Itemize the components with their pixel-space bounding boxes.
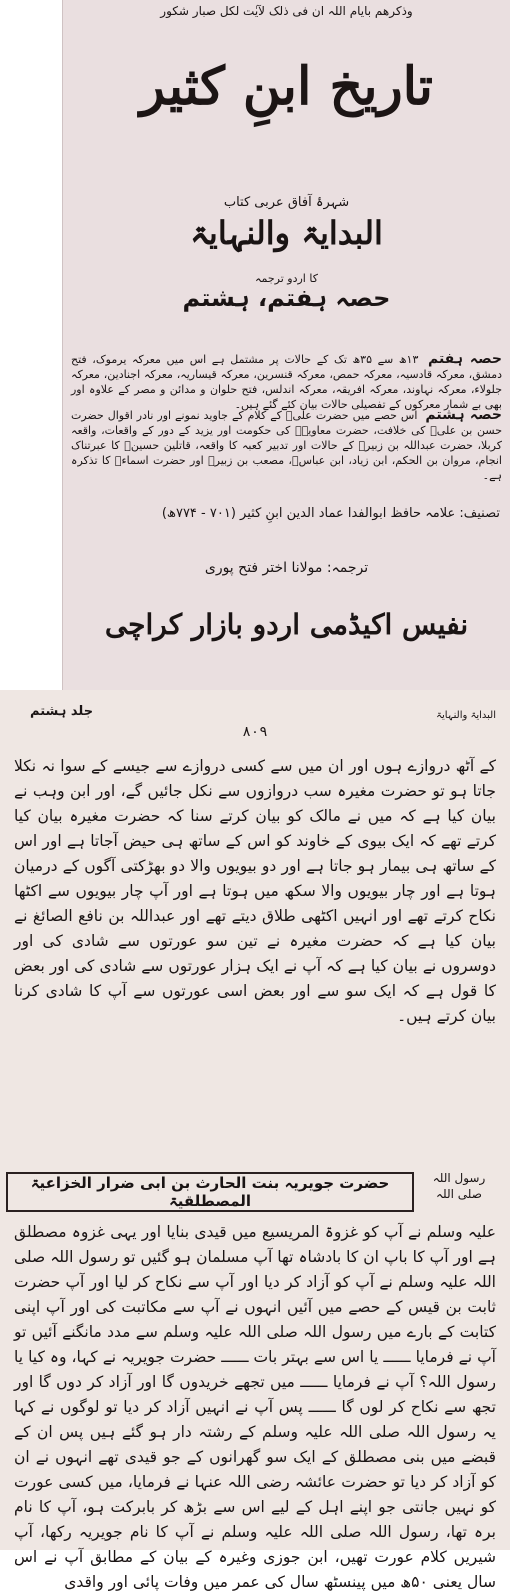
cover-verse: وذکرھم بایام اللہ ان فی ذلک لآیٰت لکل صبار شکور [160, 4, 413, 18]
book-page [0, 690, 510, 1591]
side-note: رسول اللہ صلی اللہ [432, 1171, 486, 1201]
section-8-label: حصہ ہشتم [425, 407, 503, 423]
cover-translator: ترجمہ: مولانا اختر فتح پوری [204, 560, 369, 576]
cover-author: تصنیف: علامہ حافظ ابوالفدا عماد الدین ابنِ کثیر (۷۰۱ - ۷۷۴ھ) [161, 506, 500, 521]
book-cover [62, 0, 510, 690]
section-7-text: ۱۳ھ سے ۳۵ھ تک کے حالات پر مشتمل ہے اس میں معرکہ یرموک، فتح دمشق، معرکہ قادسیہ، معرکہ حمص، معرکہ قنسرین، معرکہ قیساریہ، معرکہ اجنادین، معرکہ جلولاء، معرکہ نہاوند، معرکہ افریقہ، معرکہ اندلس، فتح حلوان و مدائن و مصر کے علاوہ اور بھی بے شمار معرکوں کے تفصیلی حالات بیان کئے گئے ہیں۔ [71, 353, 502, 411]
running-header-volume: جلد ہشتم [30, 704, 94, 719]
section-heading: حضرت جویریہ بنت الحارث بن ابی ضرار الخزاعیۃ المصطلقیۃ [6, 1172, 414, 1212]
running-header-title: البدایۃ والنہایۃ [436, 710, 496, 721]
cover-title: تاریخ ابنِ کثیر [139, 56, 433, 117]
cover-publisher: نفیس اکیڈمی اردو بازار کراچی [104, 608, 469, 641]
section-8-text: اس حصے میں حضرت علیؓ کے کلام کے جاوید نمونے اور نادر اقوال حضرت حسن بن علیؓ کی خلافت، حضرت معاویہؓ کی حکومت اور یزید کے دور کے واقعات، واقعہ کربلا، حضرت عبداللہ بن زبیرؓ کے حالات اور تدبیر کعبہ کا واقعہ، قاتلین حسینؓ کا عبرتناک انجام، مروان بن الحکم، ابن زیاد، ابن عباسؓ، مصعب بن زبیرؓ اور حضرت اسماءؓ کا تذکرہ ہے۔ [71, 409, 502, 482]
paragraph-2: علیہ وسلم نے آپ کو غزوۃ المریسیع میں قیدی بنایا اور یہی غزوہ مصطلق ہے اور آپ کا باپ ان کا بادشاہ تھا آپ مسلمان ہو گئیں تو رسول اللہ صلی اللہ علیہ وسلم نے آپ کو آزاد کر دیا اور آپ سے نکاح کر لیا اور آپ حضرت ثابت بن قیس کے حصے میں آئیں انہوں نے آپ سے مکاتبت کی اور آپ اپنی کتابت کے بارے میں رسول اللہ صلی اللہ علیہ وسلم سے مدد مانگنے آئیں تو آپ نے فرمایا ــــــ یا اس سے بہتر بات ــــــ حضرت جویریہ نے کہا، وہ کیا یا رسول اللہ؟ آپ نے فرمایا ــــــ میں تجھے خریدوں گا اور آزاد کر دوں گا اور تجھ سے نکاح کر لوں گا ــــــ پس آپ نے انہیں آزاد کر دیا تو لوگوں نے کہا یہ رسول اللہ صلی اللہ علیہ وسلم کے رشتہ دار ہو گئے ہیں پس ان کے قبضے میں بنی مصطلق کے ایک سو گھرانوں کے جو قیدی تھے انہوں نے ان کو آزاد کر دیا تو حضرت عائشہ رضی اللہ عنہا نے فرمایا، میں کسی عورت کو نہیں جانتی جو اپنے اہل کے لیے اس سے بڑھ کر بابرکت ہو، آپ کا نام برہ تھا، رسول اللہ صلی اللہ علیہ وسلم نے آپ کا نام جویریہ رکھا، آپ شیریں کلام عورت تھیں، ابن جوزی وغیرہ کے بیان کے مطابق آپ نے اس سال یعنی ۵۰ھ میں پینسٹھ سال کی عمر میں وفات پائی اور واقدی [14, 1223, 496, 1591]
cover-urdu-translation-note: کا اردو ترجمہ [255, 272, 318, 285]
section-7-label: حصہ ہفتم [427, 351, 503, 367]
cover-subtitle: شہرۂ آفاق عربی کتاب [223, 195, 350, 210]
cover-section-7 [71, 352, 502, 412]
cover-section-8 [71, 408, 502, 483]
paragraph-1: کے آٹھ دروازے ہوں اور ان میں سے کسی دروازے سے جیسے کے سوا نہ نکلا جاتا ہو تو حضرت مغیرہ سب دروازوں سے نکل جائیں گے، اور ابن وہب نے بیان کیا ہے کہ میں نے مالک کو بیان کرتے سنا کہ حضرت مغیرہ بیان کیا کرتے تھے کہ ایک بیوی کے خاوند کو اس کے ساتھ ہی حیض آجاتا ہے اور اس کے ساتھ ہی بیمار ہو جاتا ہے اور دو بیویوں والا دو بھڑکتی آگوں کے درمیان ہوتا ہے اور چار بیویوں والا سکھ میں ہوتا ہے اور آپ چار بیویوں سے اکٹھا نکاح کرتے تھے اور انہیں اکٹھی طلاق دیتے تھے اور عبداللہ بن نافع الصائغ نے بیان کیا ہے کہ حضرت مغیرہ نے تین سو عورتوں سے شادی کی اور دوسروں نے بیان کیا ہے کہ آپ نے ایک ہزار عورتوں سے شادی کی اور بعض کا قول ہے کہ ایک سو سے اور بعض اسی عورتوں سے آپ کا شادی کرنا بیان کرتے ہیں۔ [14, 757, 496, 1025]
cover-book-name: البدایۃ والنہایۃ [190, 214, 383, 252]
cover-volume: حصہ ہفتم، ہشتم [182, 284, 391, 312]
page-number: ۸۰۹ [242, 724, 268, 740]
